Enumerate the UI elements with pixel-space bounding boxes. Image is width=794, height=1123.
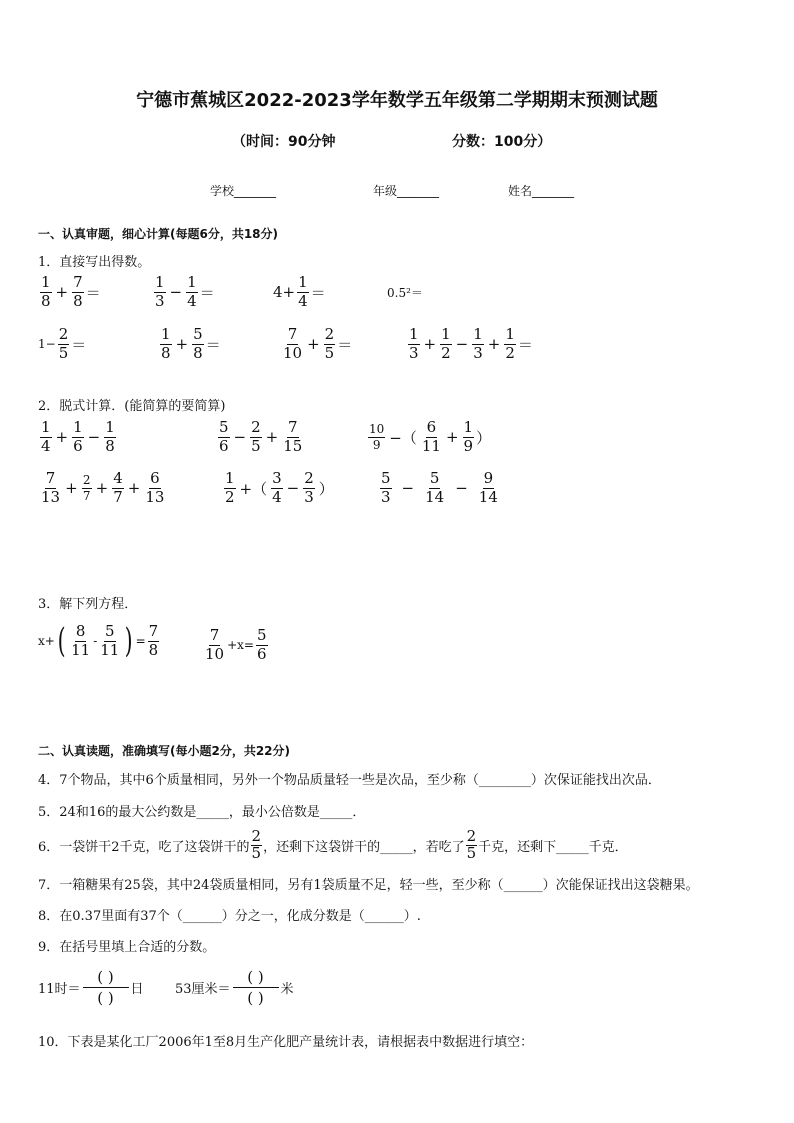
question-10: 10．下表是某化工厂2006年1至8月生产化肥产量统计表，请根据表中数据进行填空： [38,1035,534,1050]
question-7: 7．一箱糖果有25袋，其中24袋质量相同，另有1袋质量不足，轻一些，至少称（______）次能保证找出这袋糖果。 [38,878,699,893]
q1-expr-6: $\frac{1}{8}$ + $\frac{5}{8}$ ＝ [161,325,221,362]
q1-expr-7: $\frac{7}{10}$ + $\frac{2}{5}$ ＝ [283,325,353,362]
question-4: 4．7个物品，其中6个质量相同，另外一个物品质量轻一些是次品，至少称（________）次保证能找出次品． [38,773,661,788]
name-field: 姓名_______ [508,184,575,198]
q3-equation-1: x+ ( $\frac{8}{11}$ - $\frac{5}{11}$ ) = $\frac{7}{8}$ [38,621,159,662]
q2-expr-6: $\frac{5}{3}$ − $\frac{5}{14}$ − $\frac{9}{14}$ [381,469,498,506]
question-8: 8．在0.37里面有37个（______）分之一，化成分数是（______）. [38,909,421,924]
q2-expr-4: $\frac{7}{13}$ + $\frac{2}{7}$ + $\frac{4}{7}$ + $\frac{6}{13}$ [41,469,165,506]
question-1-prompt: 1．直接写出得数。 [38,255,151,270]
question-9-prompt: 9．在括号里填上合适的分数。 [38,940,216,955]
section-2-heading: 二、认真读题，准确填写(每小题2分，共22分) [38,744,291,758]
question-9-item-a: 11时＝ ( ) ( ) 日 [38,968,144,1007]
section-1-heading: 一、认真审题，细心计算(每题6分，共18分) [38,227,279,241]
grade-field: 年级_______ [373,184,440,198]
q1-expr-5: 1− $\frac{2}{5}$ ＝ [38,325,87,362]
q1-expr-2: $\frac{1}{3}$ − $\frac{1}{4}$ ＝ [155,273,215,310]
q2-expr-2: $\frac{5}{6}$ − $\frac{2}{5}$ + $\frac{7}{15}$ [219,418,303,455]
page-title: 宁德市蕉城区2022-2023学年数学五年级第二学期期末预测试题 [136,90,658,111]
q1-expr-8: $\frac{1}{3}$ + $\frac{1}{2}$ − $\frac{1}{3}$ + $\frac{1}{2}$ ＝ [409,325,533,362]
time-limit: （时间：90分钟 [232,134,336,150]
total-score: 分数：100分） [452,134,552,150]
question-5: 5．24和16的最大公约数是_____，最小公倍数是_____． [38,805,366,820]
q2-expr-3: $\frac{10}{9}$ −（ $\frac{6}{11}$ + $\frac{1}{9}$ ） [369,418,492,455]
q3-equation-2: $\frac{7}{10}$ +x= $\frac{5}{6}$ [205,626,267,663]
question-2-prompt: 2．脱式计算．(能简算的要简算) [38,399,226,414]
q1-expr-1: $\frac{1}{8}$ + $\frac{7}{8}$ ＝ [41,273,101,310]
school-field: 学校_______ [210,184,277,198]
q1-expr-3: 4+ $\frac{1}{4}$ ＝ [273,273,326,310]
q1-expr-4: 0.5²＝ [387,286,423,300]
q2-expr-5: $\frac{1}{2}$ +（ $\frac{3}{4}$ − $\frac{2}{3}$ ） [225,469,334,506]
question-3-prompt: 3．解下列方程． [38,597,138,612]
question-9-item-b: 53厘米＝ ( ) ( ) 米 [175,968,294,1007]
question-6: 6．一袋饼干2千克，吃了这袋饼干的 $\frac{2}{5}$ ，还剩下这袋饼干的_____，若吃了 $\frac{2}{5}$ 千克，还剩下_____千克． [38,827,628,862]
q2-expr-1: $\frac{1}{4}$ + $\frac{1}{6}$ − $\frac{1}{8}$ [41,418,115,455]
